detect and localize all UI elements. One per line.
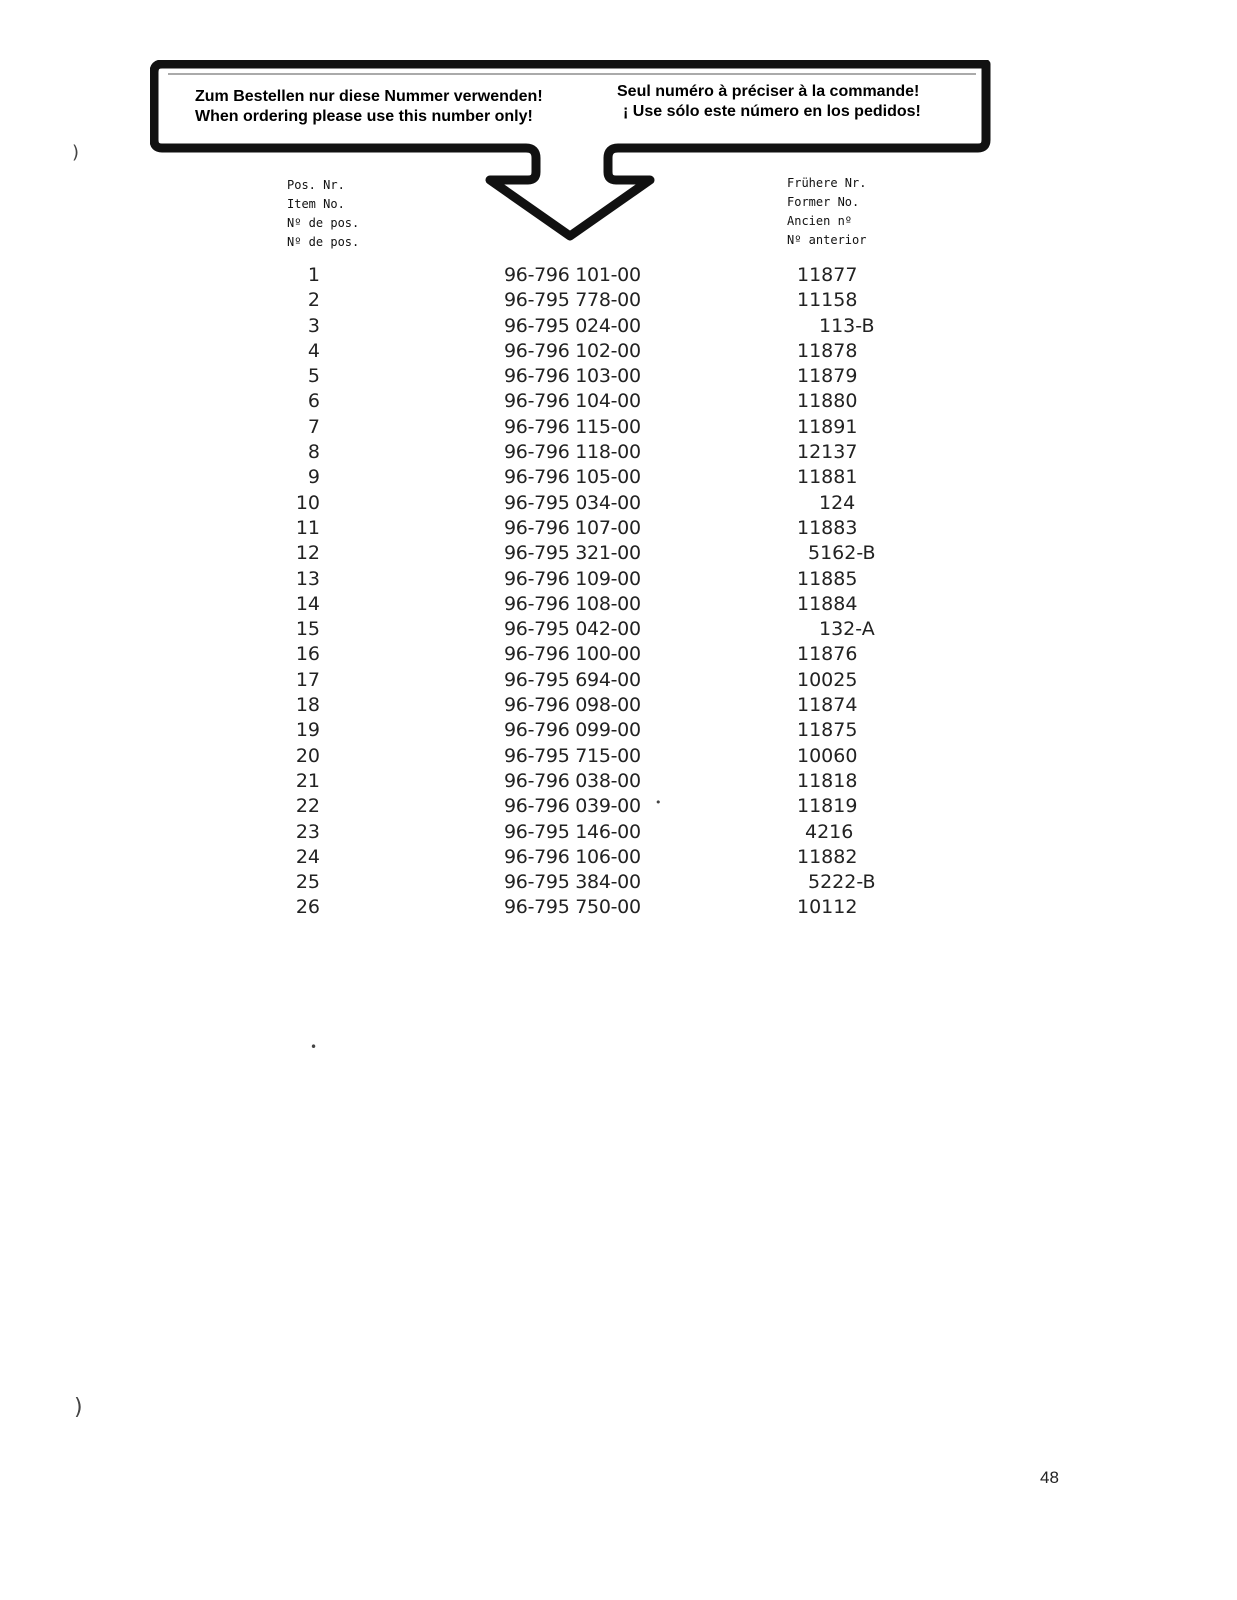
pos-cell: 22 [295, 795, 320, 818]
former-number-header [787, 174, 866, 250]
header-former-es: Nº anterior [787, 233, 867, 247]
order-number-cell: 96-796 115-00 [504, 415, 641, 438]
order-number-cell: 96-795 034-00 [504, 491, 641, 514]
order-number-cell: 96-796 101-00 [504, 264, 641, 286]
former-number-cell: 11885 [797, 567, 858, 590]
table-row [0, 794, 1237, 819]
pos-cell: 14 [295, 592, 320, 615]
banner-left-text [195, 87, 543, 127]
former-number-cell: 11875 [797, 719, 858, 742]
order-number-cell: 96-795 146-00 [504, 820, 641, 843]
pos-cell: 23 [295, 820, 320, 843]
table-row [0, 415, 1237, 440]
former-number-cell: 132-A [819, 618, 875, 641]
position-number-header [287, 176, 359, 252]
pos-cell: 12 [295, 542, 320, 565]
pos-cell: 1 [307, 264, 320, 286]
page-number: 48 [1040, 1468, 1059, 1487]
former-number-cell: 11819 [797, 795, 858, 818]
banner-right-text [617, 82, 921, 122]
pos-cell: 24 [295, 845, 320, 868]
former-number-cell: 11878 [797, 339, 858, 362]
table-row [0, 440, 1237, 465]
table-row [0, 668, 1237, 693]
banner-english-line: When ordering please use this number only! [195, 108, 533, 125]
pos-cell: 15 [295, 618, 320, 641]
table-row [0, 693, 1237, 718]
pos-cell: 6 [307, 390, 320, 413]
table-row [0, 339, 1237, 364]
order-number-cell: 96-796 109-00 [504, 567, 641, 590]
order-number-cell: 96-795 694-00 [504, 668, 641, 691]
former-number-cell: 10025 [797, 668, 858, 691]
table-row [0, 263, 1237, 288]
table-row [0, 870, 1237, 895]
former-number-cell: 10060 [797, 744, 858, 767]
order-number-cell: 96-796 100-00 [504, 643, 641, 666]
order-number-cell: 96-796 105-00 [504, 466, 641, 489]
former-number-cell: 11884 [797, 592, 858, 615]
pos-cell: 5 [307, 365, 320, 388]
pos-cell: 8 [307, 441, 320, 464]
table-row [0, 718, 1237, 743]
order-number-cell: 96-796 099-00 [504, 719, 641, 742]
order-number-cell: 96-796 104-00 [504, 390, 641, 413]
table-row [0, 744, 1237, 769]
former-number-cell: 4216 [805, 820, 854, 843]
pos-cell: 13 [295, 567, 320, 590]
header-pos-fr: Nº de pos. [287, 216, 360, 230]
pos-cell: 20 [295, 744, 320, 767]
table-row [0, 845, 1237, 870]
former-number-cell: 12137 [797, 441, 858, 464]
order-number-cell: 96-795 042-00 [504, 618, 641, 641]
order-number-cell: 96-796 098-00 [504, 694, 641, 717]
pos-cell: 2 [307, 289, 320, 312]
order-number-cell: 96-795 321-00 [504, 542, 641, 565]
order-number-cell: 96-795 024-00 [504, 314, 641, 337]
former-number-cell: 5162-B [808, 542, 876, 565]
table-row [0, 389, 1237, 414]
header-former-fr: Ancien nº [787, 214, 853, 228]
order-number-cell: 96-796 103-00 [504, 365, 641, 388]
pos-cell: 21 [295, 769, 320, 792]
header-former-de: Frühere Nr. [787, 176, 867, 190]
former-number-cell: 11876 [797, 643, 858, 666]
order-number-cell: 96-796 102-00 [504, 339, 641, 362]
former-number-cell: 11877 [797, 264, 858, 286]
pos-cell: 19 [295, 719, 320, 742]
pos-cell: 11 [295, 516, 320, 539]
header-pos-en: Item No. [287, 197, 345, 211]
pos-cell: 18 [295, 694, 320, 717]
banner-french-line: Seul numéro à préciser à la commande! [617, 83, 920, 100]
order-number-cell: 96-796 108-00 [504, 592, 641, 615]
table-row [0, 288, 1237, 313]
pos-cell: 26 [295, 896, 320, 919]
pos-cell: 16 [295, 643, 320, 666]
table-row [0, 567, 1237, 592]
table-row [0, 314, 1237, 339]
scan-speck: ) [74, 1395, 83, 1420]
order-number-cell: 96-795 778-00 [504, 289, 641, 312]
table-row [0, 465, 1237, 490]
pos-cell: 3 [307, 314, 320, 337]
header-pos-de: Pos. Nr. [287, 178, 345, 192]
former-number-cell: 11891 [797, 415, 858, 438]
order-number-cell: 96-795 715-00 [504, 744, 641, 767]
former-number-cell: 11818 [797, 769, 858, 792]
scan-speck: ) [72, 142, 80, 163]
former-number-cell: 11880 [797, 390, 858, 413]
pos-cell: 9 [307, 466, 320, 489]
pos-cell: 4 [307, 339, 320, 362]
order-number-cell: 96-796 038-00 [504, 769, 641, 792]
former-number-cell: 11879 [797, 365, 858, 388]
former-number-cell: 5222-B [808, 871, 876, 894]
banner-german-line: Zum Bestellen nur diese Nummer verwenden! [195, 88, 543, 105]
former-number-cell: 11881 [797, 466, 858, 489]
table-row [0, 592, 1237, 617]
pos-cell: 10 [295, 491, 320, 514]
pos-cell: 25 [295, 871, 320, 894]
pos-cell: 7 [307, 415, 320, 438]
table-row [0, 820, 1237, 845]
former-number-cell: 10112 [797, 896, 858, 919]
header-former-en: Former No. [787, 195, 860, 209]
table-row [0, 491, 1237, 516]
table-row [0, 895, 1237, 920]
table-row [0, 769, 1237, 794]
table-row [0, 364, 1237, 389]
pos-cell: 17 [295, 668, 320, 691]
scan-speck: • [655, 796, 662, 809]
former-number-cell: 113-B [819, 314, 875, 337]
scan-speck: • [310, 1040, 318, 1054]
table-row [0, 642, 1237, 667]
order-number-cell: 96-796 039-00 [504, 795, 641, 818]
order-number-cell: 96-796 106-00 [504, 845, 641, 868]
table-row [0, 516, 1237, 541]
banner-spanish-line: ¡ Use sólo este número en los pedidos! [623, 103, 921, 120]
order-number-cell: 96-795 384-00 [504, 871, 641, 894]
former-number-cell: 11882 [797, 845, 858, 868]
parts-table [0, 263, 1237, 921]
former-number-cell: 124 [819, 491, 856, 514]
former-number-cell: 11158 [797, 289, 858, 312]
table-row [0, 541, 1237, 566]
order-number-cell: 96-796 118-00 [504, 441, 641, 464]
header-pos-es: Nº de pos. [287, 235, 360, 249]
former-number-cell: 11874 [797, 694, 858, 717]
former-number-cell: 11883 [797, 516, 858, 539]
order-number-cell: 96-795 750-00 [504, 896, 641, 919]
order-number-cell: 96-796 107-00 [504, 516, 641, 539]
table-row [0, 617, 1237, 642]
